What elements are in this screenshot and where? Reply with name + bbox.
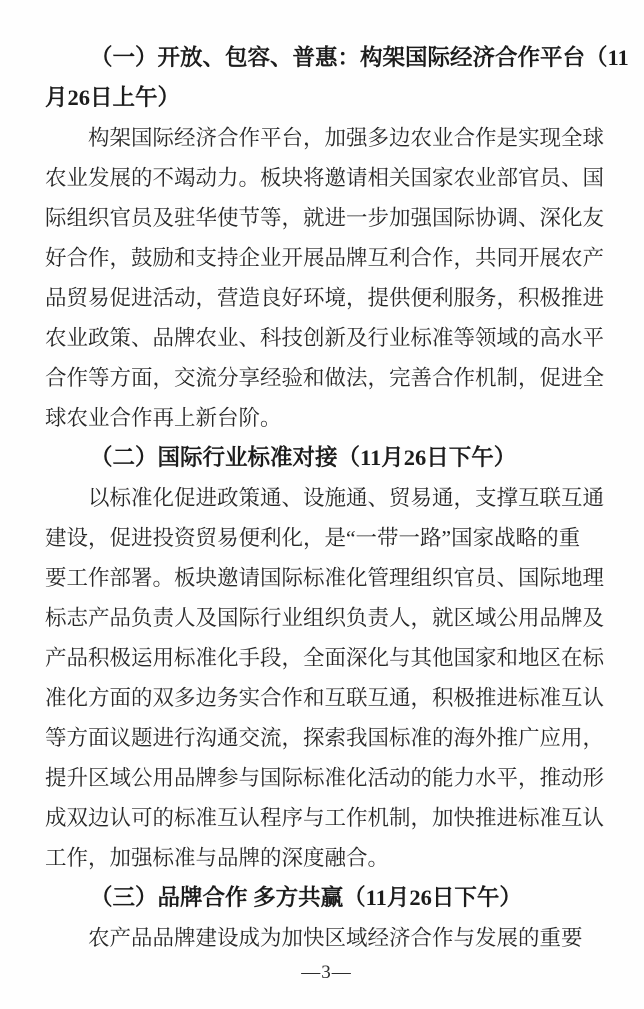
section-1-heading-line-2: 月26日上午） [45,85,181,110]
section-2-heading-line: （二）国际行业标准对接（11月26日下午） [90,445,517,470]
section-1-body-line: 合作等方面，交流分享经验和做法，完善合作机制，促进全 [45,366,605,390]
section-1-body-line: 球农业合作再上新台阶。 [45,406,282,430]
section-2-body-line: 要工作部署。板块邀请国际标准化管理组织官员、国际地理 [45,566,605,590]
section-1-body-line: 际组织官员及驻华使节等，就进一步加强国际协调、深化友 [45,206,605,230]
section-2-body-line: 建设，促进投资贸易便利化，是“一带一路”国家战略的重 [45,526,581,550]
section-1-body-line: 品贸易促进活动，营造良好环境，提供便利服务，积极推进 [45,286,605,310]
section-1-body-line: 构架国际经济合作平台，加强多边农业合作是实现全球 [88,126,605,150]
section-2-body-line: 产品积极运用标准化手段，全面深化与其他国家和地区在标 [45,646,605,670]
section-3-heading-line: （三）品牌合作 多方共赢（11月26日下午） [90,885,522,910]
section-2-body-line: 标志产品负责人及国际行业组织负责人，就区域公用品牌及 [45,606,605,630]
section-1-body-line: 好合作，鼓励和支持企业开展品牌互利合作，共同开展农产 [45,246,605,270]
section-2-body-line: 提升区域公用品牌参与国际标准化活动的能力水平，推动形 [45,766,605,790]
section-1-body-line: 农业发展的不竭动力。板块将邀请相关国家农业部官员、国 [45,166,605,190]
section-1-heading-line-1: （一）开放、包容、普惠：构架国际经济合作平台（11 [90,45,629,70]
section-2-body-line: 准化方面的双多边务实合作和互联互通，积极推进标准互认 [45,686,605,710]
section-1-body-line: 农业政策、品牌农业、科技创新及行业标准等领域的高水平 [45,326,605,350]
section-2-body-line: 工作，加强标准与品牌的深度融合。 [45,846,390,870]
section-2-body-line: 等方面议题进行沟通交流，探索我国标准的海外推广应用， [45,726,605,750]
section-3-body-line: 农产品品牌建设成为加快区域经济合作与发展的重要 [88,926,583,950]
page-number: —3— [301,962,352,983]
section-2-body-line: 成双边认可的标准互认程序与工作机制，加快推进标准互认 [45,806,605,830]
section-2-body-line: 以标准化促进政策通、设施通、贸易通，支撑互联互通 [88,486,605,510]
